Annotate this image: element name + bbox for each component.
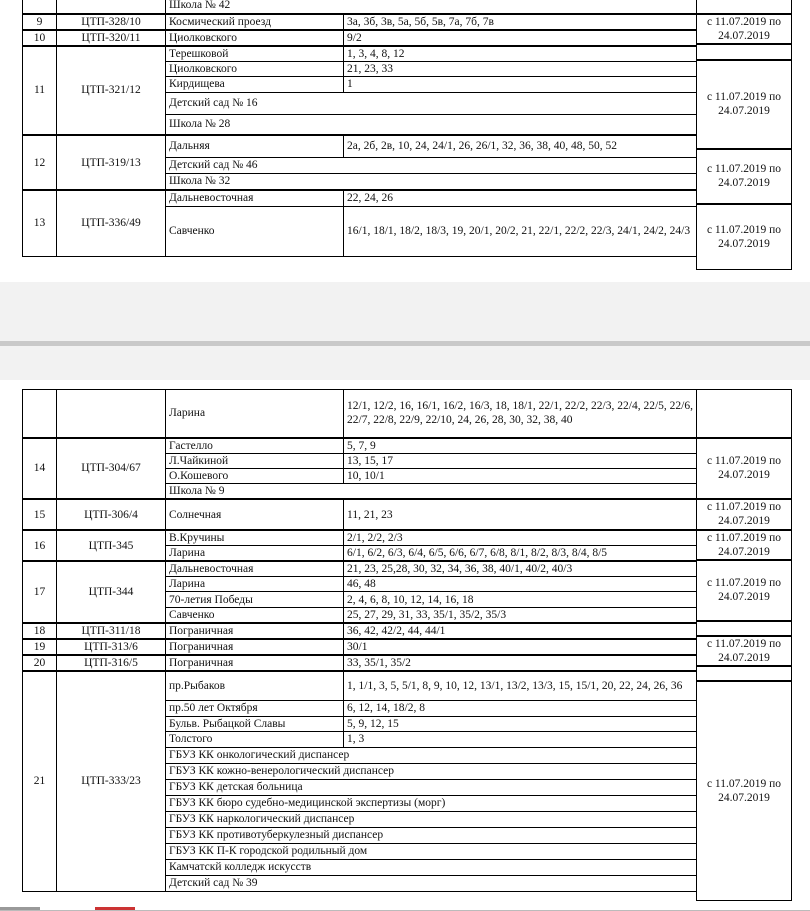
street-name: Циолковского [166, 61, 344, 76]
street-name: Савченко [166, 206, 344, 256]
row-number: 19 [23, 639, 57, 655]
table-row [23, 655, 697, 671]
street-name: ГБУЗ КК противотуберкулезный диспансер [166, 827, 697, 843]
street-name: Камчатскй колледж искусств [166, 859, 697, 875]
street-name: Дальневосточная [166, 190, 344, 206]
outage-period [697, 390, 792, 438]
row-number: 14 [23, 438, 57, 500]
house-numbers: 2, 4, 6, 8, 10, 12, 14, 16, 18 [344, 592, 697, 608]
street-name: ГБУЗ КК детская больница [166, 779, 697, 795]
period-row [697, 499, 792, 530]
page-divider [0, 341, 810, 346]
document-page-1 [0, 0, 810, 282]
outage-period: с 11.07.2019 по 24.07.2019 [697, 636, 792, 666]
house-numbers: 33, 35/1, 35/2 [344, 655, 697, 671]
street-name: Пограничная [166, 655, 344, 671]
period-row [697, 636, 792, 666]
outage-table-page-2 [22, 389, 697, 892]
house-numbers: 46, 48 [344, 577, 697, 592]
row-number [23, 0, 57, 14]
period-row [697, 0, 792, 14]
street-name: Детский сад № 46 [166, 157, 697, 173]
house-numbers: 1, 1/1, 3, 5, 5/1, 8, 9, 10, 12, 13/1, 13/2, 13/3, 15, 15/1, 20, 22, 24, 26, 36 [344, 671, 697, 700]
table-row [23, 438, 697, 454]
substation-code: ЦТП-304/67 [57, 438, 166, 500]
house-numbers: 5, 7, 9 [344, 438, 697, 454]
street-name: Ларина [166, 546, 344, 562]
street-name: Толстого [166, 731, 344, 747]
street-name: Бульв. Рыбацкой Славы [166, 716, 344, 731]
outage-period: с 11.07.2019 по 24.07.2019 [697, 204, 792, 270]
period-row [697, 560, 792, 621]
street-name: ГБУЗ КК П-К городской родильный дом [166, 843, 697, 859]
period-row [697, 60, 792, 149]
period-row [697, 438, 792, 499]
house-numbers: 2а, 2б, 2в, 10, 24, 24/1, 26, 26/1, 32, 36, 38, 40, 48, 50, 52 [344, 135, 697, 157]
house-numbers: 6/1, 6/2, 6/3, 6/4, 6/5, 6/6, 6/7, 6/8, 8/1, 8/2, 8/3, 8/4, 8/5 [344, 546, 697, 562]
house-numbers: 1, 3, 4, 8, 12 [344, 46, 697, 62]
street-name: Ларина [166, 577, 344, 592]
house-numbers: 9/2 [344, 30, 697, 46]
substation-code: ЦТП-321/12 [57, 46, 166, 136]
outage-period: с 11.07.2019 по 24.07.2019 [697, 499, 792, 530]
house-numbers: 30/1 [344, 639, 697, 655]
street-name: ГБУЗ КК бюро судебно-медицинской экспертизы (морг) [166, 795, 697, 811]
street-name: О.Кошевого [166, 468, 344, 483]
outage-period [697, 666, 792, 681]
row-number: 11 [23, 46, 57, 136]
street-name: Школа № 32 [166, 173, 697, 190]
outage-period [697, 621, 792, 636]
street-name: Детский сад № 39 [166, 875, 697, 891]
house-numbers: 12/1, 12/2, 16, 16/1, 16/2, 16/3, 18, 18/1, 22/1, 22/2, 22/3, 22/4, 22/5, 22/6, 22/7, 22/8, 22/9, 22/10, 24, 26, 28, 30, 32, 38, 40 [344, 390, 697, 438]
street-name: Гастелло [166, 438, 344, 454]
substation-code: ЦТП-316/5 [57, 655, 166, 671]
outage-period: с 11.07.2019 по 24.07.2019 [697, 149, 792, 204]
outage-period: с 11.07.2019 по 24.07.2019 [697, 60, 792, 149]
period-row [697, 14, 792, 44]
street-name: Школа № 42 [166, 0, 697, 14]
substation-code: ЦТП-333/23 [57, 671, 166, 891]
table-row [23, 639, 697, 655]
street-name: Л.Чайкиной [166, 453, 344, 468]
house-numbers: 11, 21, 23 [344, 499, 697, 530]
outage-period: с 11.07.2019 по 24.07.2019 [697, 14, 792, 44]
period-row [697, 204, 792, 270]
outage-period: с 11.07.2019 по 24.07.2019 [697, 681, 792, 901]
period-row [697, 44, 792, 60]
street-name: Школа № 28 [166, 114, 697, 135]
row-number: 10 [23, 30, 57, 46]
street-name: Савченко [166, 608, 344, 624]
house-numbers: 21, 23, 25,28, 30, 32, 34, 36, 38, 40/1, 40/2, 40/3 [344, 561, 697, 577]
street-name: В.Кручины [166, 530, 344, 546]
substation-code: ЦТП-328/10 [57, 14, 166, 30]
outage-period: с 11.07.2019 по 24.07.2019 [697, 438, 792, 499]
period-row [697, 621, 792, 636]
substation-code: ЦТП-336/49 [57, 190, 166, 256]
house-numbers: 2/1, 2/2, 2/3 [344, 530, 697, 546]
row-number: 9 [23, 14, 57, 30]
outage-period [697, 44, 792, 60]
period-column-page-2 [696, 389, 792, 901]
page-gap [0, 282, 810, 380]
period-row [697, 666, 792, 681]
outage-period [697, 0, 792, 14]
street-name: Ларина [166, 390, 344, 438]
table-row [23, 530, 697, 546]
table-row [23, 135, 697, 157]
house-numbers: 36, 42, 42/2, 44, 44/1 [344, 623, 697, 639]
document-page-2 [0, 380, 810, 911]
period-row [697, 681, 792, 901]
row-number: 18 [23, 623, 57, 639]
house-numbers: 10, 10/1 [344, 468, 697, 483]
street-name: ГБУЗ КК кожно-венерологический диспансер [166, 763, 697, 779]
table-row [23, 14, 697, 30]
street-name: ГБУЗ КК онкологический диспансер [166, 747, 697, 763]
table-row [23, 561, 697, 577]
street-name: 70-летия Победы [166, 592, 344, 608]
row-number: 21 [23, 671, 57, 891]
house-numbers: 13, 15, 17 [344, 453, 697, 468]
house-numbers: 21, 23, 33 [344, 61, 697, 76]
street-name: Циолковского [166, 30, 344, 46]
substation-code: ЦТП-313/6 [57, 639, 166, 655]
substation-code [57, 390, 166, 438]
table-row [23, 0, 697, 14]
street-name: Дальняя [166, 135, 344, 157]
substation-code [57, 0, 166, 14]
row-number: 16 [23, 530, 57, 561]
table-row [23, 390, 697, 438]
row-number: 17 [23, 561, 57, 623]
row-number: 15 [23, 499, 57, 530]
period-row [697, 390, 792, 438]
house-numbers: 25, 27, 29, 31, 33, 35/1, 35/2, 35/3 [344, 608, 697, 624]
house-numbers: 1, 3 [344, 731, 697, 747]
table-row [23, 499, 697, 530]
table-row [23, 30, 697, 46]
substation-code: ЦТП-345 [57, 530, 166, 561]
table-row [23, 46, 697, 62]
house-numbers: 16/1, 18/1, 18/2, 18/3, 19, 20/1, 20/2, 21, 22/1, 22/2, 22/3, 24/1, 24/2, 24/3 [344, 206, 697, 256]
substation-code: ЦТП-306/4 [57, 499, 166, 530]
period-row [697, 149, 792, 204]
house-numbers: 5, 9, 12, 15 [344, 716, 697, 731]
substation-code: ЦТП-319/13 [57, 135, 166, 190]
row-number: 20 [23, 655, 57, 671]
row-number [23, 390, 57, 438]
row-number: 13 [23, 190, 57, 256]
substation-code: ЦТП-311/18 [57, 623, 166, 639]
street-name: Пограничная [166, 623, 344, 639]
row-number: 12 [23, 135, 57, 190]
table-row [23, 671, 697, 700]
outage-table-page-1 [22, 0, 697, 257]
period-row [697, 530, 792, 560]
street-name: пр.Рыбаков [166, 671, 344, 700]
street-name: ГБУЗ КК наркологический диспансер [166, 811, 697, 827]
outage-period: с 11.07.2019 по 24.07.2019 [697, 560, 792, 621]
street-name: Терешковой [166, 46, 344, 62]
street-name: пр.50 лет Октября [166, 700, 344, 716]
street-name: Пограничная [166, 639, 344, 655]
street-name: Школа № 9 [166, 483, 697, 499]
table-row [23, 623, 697, 639]
house-numbers: 22, 24, 26 [344, 190, 697, 206]
period-column-page-1 [696, 0, 792, 270]
house-numbers: 3а, 3б, 3в, 5а, 5б, 5в, 7а, 7б, 7в [344, 14, 697, 30]
substation-code: ЦТП-320/11 [57, 30, 166, 46]
house-numbers: 6, 12, 14, 18/2, 8 [344, 700, 697, 716]
street-name: Солнечная [166, 499, 344, 530]
substation-code: ЦТП-344 [57, 561, 166, 623]
street-name: Дальневосточная [166, 561, 344, 577]
outage-period: с 11.07.2019 по 24.07.2019 [697, 530, 792, 560]
street-name: Космический проезд [166, 14, 344, 30]
street-name: Детский сад № 16 [166, 92, 697, 114]
table-row [23, 190, 697, 206]
house-numbers: 1 [344, 76, 697, 92]
street-name: Кирдищева [166, 76, 344, 92]
